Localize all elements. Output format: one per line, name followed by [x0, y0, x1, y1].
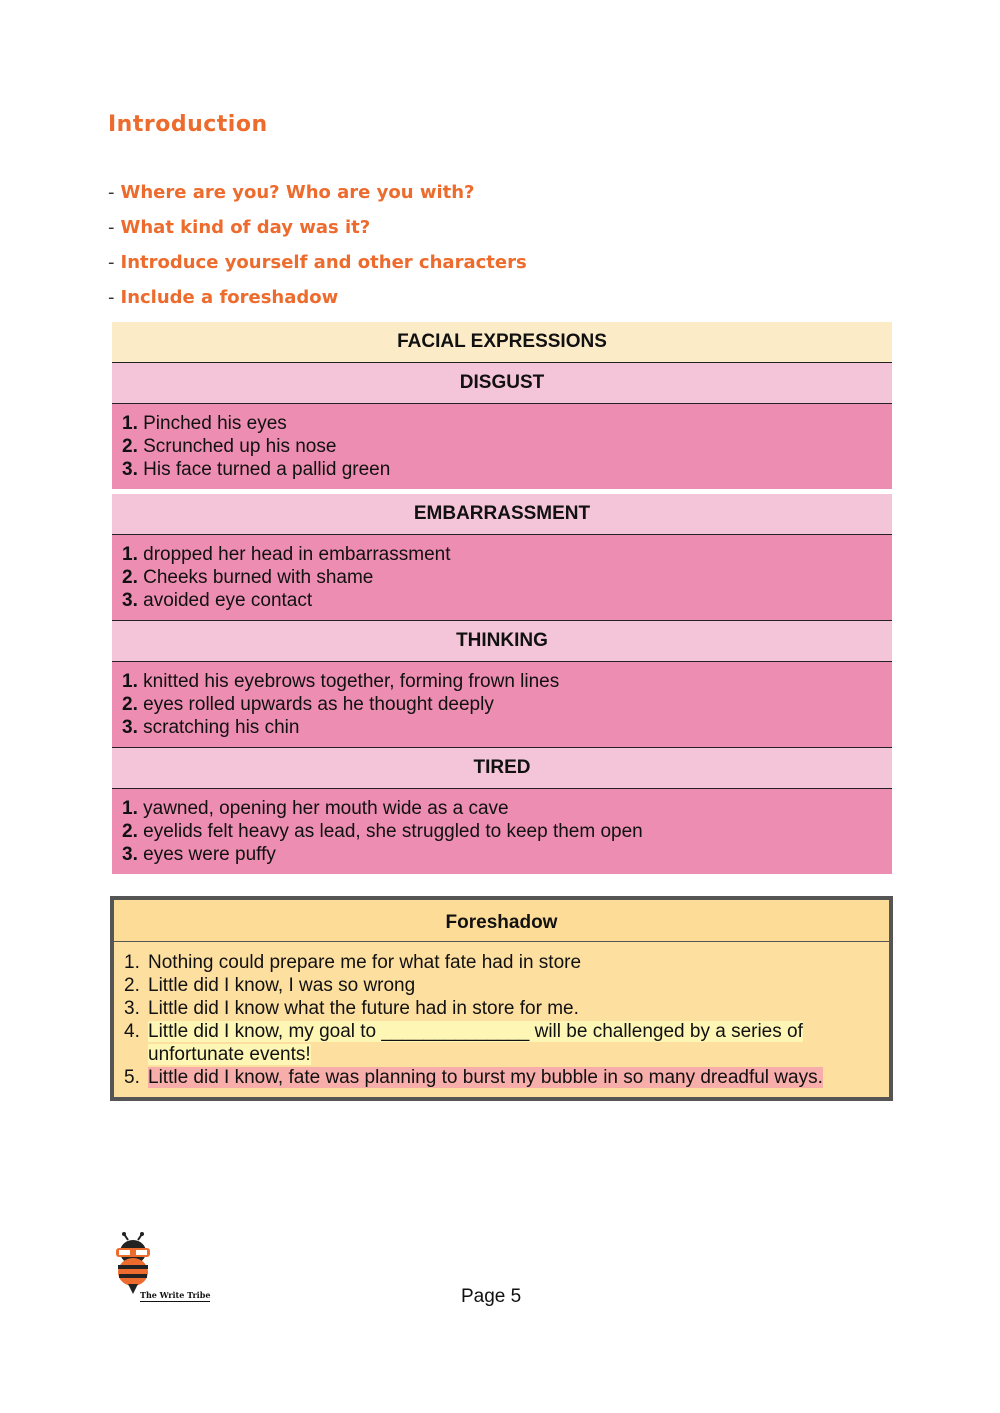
category-header-thinking: THINKING	[112, 621, 892, 662]
foreshadow-item: 2. Little did I know, I was so wrong	[124, 975, 416, 996]
intro-bullet: - Introduce yourself and other characters	[108, 252, 527, 273]
category-items-tired	[112, 789, 892, 874]
intro-bullet-text: Where are you? Who are you with?	[120, 182, 475, 203]
category-items-embarrassment	[112, 535, 892, 621]
page-number: Page 5	[461, 1286, 522, 1307]
expression-item: 1. yawned, opening her mouth wide as a cave	[122, 798, 509, 819]
expression-item: 3. scratching his chin	[122, 717, 300, 738]
logo-text: The Write Tribe	[140, 1290, 211, 1300]
expression-item: 3. eyes were puffy	[122, 844, 276, 865]
expression-item: 2. eyes rolled upwards as he thought deeply	[122, 694, 494, 715]
facial-expressions-title: FACIAL EXPRESSIONS	[112, 322, 892, 363]
highlight-yellow: Little did I know, my goal to ______________ will be challenged by a series of unfortunate events!	[148, 1021, 803, 1065]
foreshadow-item: 5. Little did I know, fate was planning to burst my bubble in so many dreadful ways.	[124, 1067, 823, 1088]
foreshadow-title: Foreshadow	[114, 900, 889, 942]
expression-item: 1. knitted his eyebrows together, forming frown lines	[122, 671, 560, 692]
expression-item: 3. His face turned a pallid green	[122, 459, 391, 480]
intro-bullet: - Where are you? Who are you with?	[108, 182, 475, 203]
category-items-disgust	[112, 404, 892, 494]
foreshadow-item: 3. Little did I know what the future had in store for me.	[124, 998, 579, 1019]
expression-item: 1. Pinched his eyes	[122, 413, 287, 434]
intro-title: Introduction	[108, 112, 268, 137]
expression-item: 1. dropped her head in embarrassment	[122, 544, 451, 565]
intro-bullet-text: Include a foreshadow	[120, 287, 339, 308]
highlight-pink: Little did I know, fate was planning to burst my bubble in so many dreadful ways.	[148, 1067, 823, 1088]
category-header-disgust: DISGUST	[112, 363, 892, 404]
foreshadow-list	[114, 942, 889, 1089]
expression-item: 2. Cheeks burned with shame	[122, 567, 374, 588]
intro-bullet-text: Introduce yourself and other characters	[120, 252, 527, 273]
category-header-tired: TIRED	[112, 748, 892, 789]
intro-bullet: - What kind of day was it?	[108, 217, 371, 238]
intro-bullet: - Include a foreshadow	[108, 287, 339, 308]
foreshadow-box	[110, 896, 893, 1101]
category-header-embarrassment: EMBARRASSMENT	[112, 494, 892, 535]
expression-item: 2. Scrunched up his nose	[122, 436, 337, 457]
foreshadow-item: 4. Little did I know, my goal to ______________ will be challenged by a series of unfortunate events!	[124, 1021, 803, 1065]
intro-bullet-list	[108, 176, 527, 316]
intro-bullet-text: What kind of day was it?	[120, 217, 371, 238]
foreshadow-item: 1. Nothing could prepare me for what fate had in store	[124, 952, 582, 973]
facial-expressions-table	[112, 322, 892, 874]
category-items-thinking	[112, 662, 892, 748]
expression-item: 2. eyelids felt heavy as lead, she struggled to keep them open	[122, 821, 643, 842]
expression-item: 3. avoided eye contact	[122, 590, 313, 611]
